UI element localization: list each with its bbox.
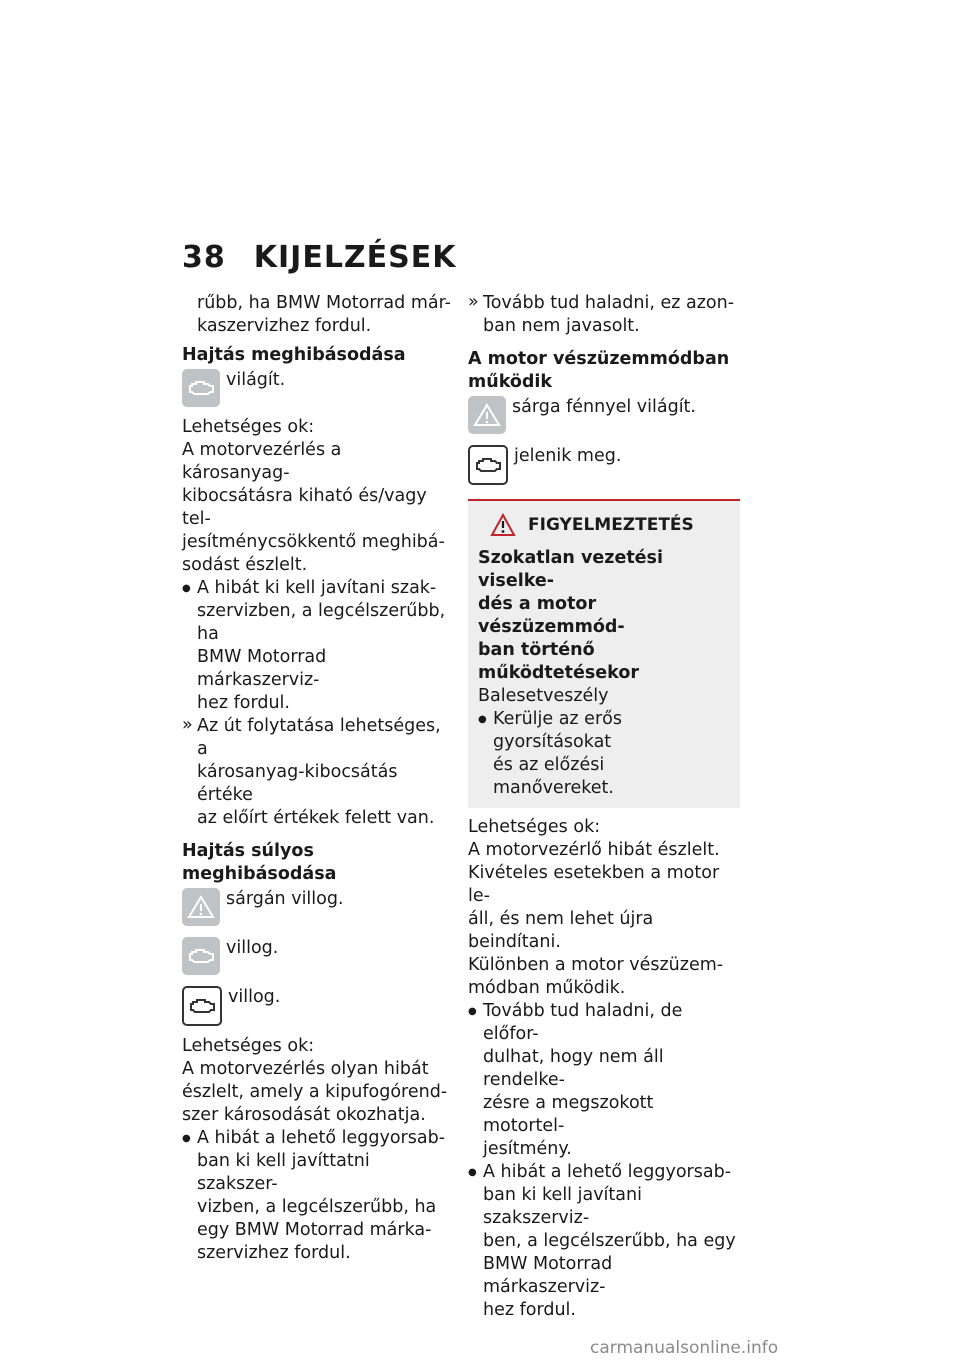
watermark-logo: carmanualsonline.info [590,1338,779,1358]
bullet-item: ● A hibát a lehető leggyorsab- ban ki kell javíttatni szakszer- vizben, a legcélszerűbb, ha egy BMW Motorrad márka- szervizhez fordul. [182,1127,454,1265]
indicator-row [468,445,740,485]
warning-title: FIGYELMEZTETÉS [490,513,730,537]
page-title: KIJELZÉSEK [253,240,457,275]
engine-outline-icon [182,986,222,1026]
result-item: » Tovább tud haladni, ez azon- ban nem javasolt. [468,292,740,338]
indicator-text: sárga fénnyel világít. [512,397,696,417]
left-column [182,292,454,1265]
bullet-item: ● A hibát a lehető leggyorsab- ban ki kell javítani szakszerviz- ben, a legcélszerűbb, ha egy BMW Motorrad márkaszerviz- hez fordul. [468,1161,740,1322]
indicator-row [182,369,454,407]
intro-text: rűbb, ha BMW Motorrad már- kaszervizhez fordul. [197,293,451,336]
warning-box [468,499,740,808]
page-header [182,240,457,275]
cause-text: Lehetséges ok: A motorvezérlés olyan hibát észlelt, amely a kipufogórend- szer károsodását okozhatja. [182,1036,448,1125]
result-item: » Az út folytatása lehetséges, a károsanyag-kibocsátás értéke az előírt értékek felett van. [182,715,454,830]
indicator-text: sárgán villog. [226,889,344,909]
section-heading: A motor vészüzemmódban működik [468,349,730,392]
bullet-item: ● Kerülje az erős gyorsításokat és az előzési manővereket. [478,708,730,800]
indicator-row [468,396,740,434]
warning-triangle-icon [490,513,516,537]
section-heading: Hajtás súlyos meghibásodása [182,841,337,884]
engine-warning-icon [182,369,220,407]
indicator-row [182,937,454,975]
page-number: 38 [182,240,226,275]
engine-outline-icon [468,445,508,485]
cause-text: Lehetséges ok: A motorvezérlő hibát észlelt. Kivételes esetekben a motor le- áll, és nem lehet újra beindítani. Különben a motor vészüzem- módban működik. [468,817,724,998]
section-heading: Hajtás meghibásodása [182,345,406,365]
warning-bold-text: Szokatlan vezetési viselke- dés a motor vészüzemmód- ban történő működtetésekor [478,548,663,683]
bullet-item: ● Tovább tud haladni, de előfor- dulhat, hogy nem áll rendelke- zésre a megszokott motortel- jesítmény. [468,1000,740,1161]
cause-text: Lehetséges ok: A motorvezérlés a károsanyag- kibocsátásra kiható és/vagy tel- jesítménycsökkentő meghibá- sodást észlelt. [182,417,445,575]
engine-warning-icon [182,937,220,975]
indicator-text: világít. [226,370,286,390]
bullet-item: ● A hibát ki kell javítani szak- szervizben, a legcélszerűbb, ha BMW Motorrad márkaszerviz- hez fordul. [182,577,454,715]
indicator-text: villog. [228,987,281,1007]
general-warning-triangle-icon [468,396,506,434]
indicator-text: jelenik meg. [514,446,622,466]
general-warning-triangle-icon [182,888,220,926]
indicator-row [182,986,454,1026]
right-column [468,292,740,1322]
indicator-text: villog. [226,938,279,958]
warning-text: Balesetveszély [478,686,609,706]
indicator-row [182,888,454,926]
